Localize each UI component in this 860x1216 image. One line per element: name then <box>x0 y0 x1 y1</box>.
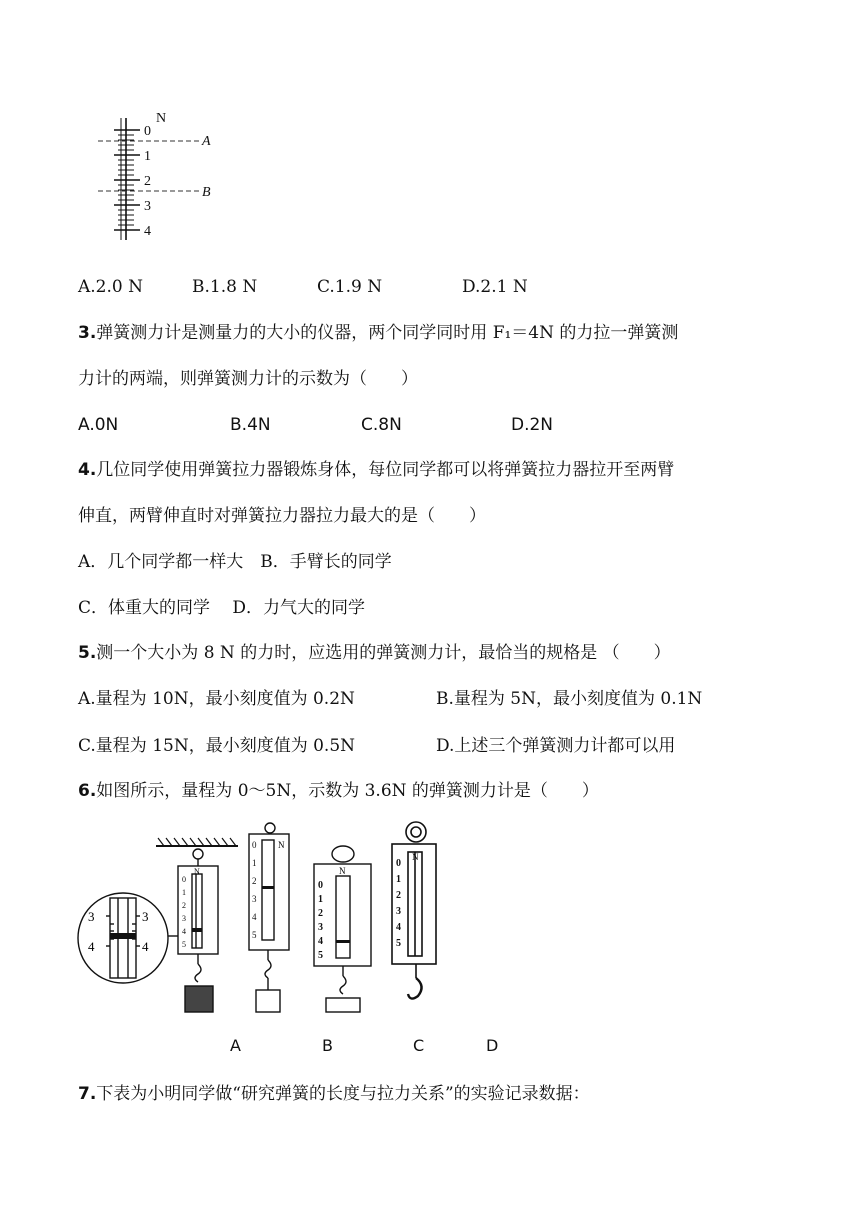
balance-b-tick-5: 5 <box>252 930 257 940</box>
marker-a: A <box>202 134 211 149</box>
balance-d-tick-5: 5 <box>396 938 401 949</box>
marker-b: B <box>202 185 211 200</box>
balance-c-tick-3: 3 <box>318 922 323 933</box>
figure-label-a: A <box>230 1036 241 1055</box>
q2-option-b: B.1.8 N <box>192 277 258 297</box>
q4-options-line2: C．体重大的同学 D．力气大的同学 <box>78 598 366 618</box>
q5-option-b: B.量程为 5N，最小刻度值为 0.1N <box>436 689 703 709</box>
balance-d-tick-1: 1 <box>396 874 401 885</box>
q4-text-1: 几位同学使用弹簧拉力器锻炼身体，每位同学都可以将弹簧拉力器拉开至两臂 <box>96 460 675 480</box>
q5-line1 <box>78 641 671 665</box>
q5-option-d: D.上述三个弹簧测力计都可以用 <box>436 736 676 756</box>
zoom-tick-4-left: 4 <box>88 939 95 954</box>
q7-line1 <box>78 1082 590 1106</box>
zoom-tick-3-right: 3 <box>142 909 149 924</box>
balance-c-tick-2: 2 <box>318 908 323 919</box>
tick-label-2: 2 <box>144 174 151 189</box>
q3-option-d: D.2N <box>511 415 554 435</box>
balance-a-tick-0: 0 <box>182 875 186 884</box>
balance-a-tick-3: 3 <box>182 914 186 923</box>
balance-d-tick-2: 2 <box>396 890 401 901</box>
balance-b-tick-1: 1 <box>252 858 257 868</box>
q2-option-a: A.2.0 N <box>78 277 143 297</box>
scale-reading-figure <box>88 110 228 245</box>
balance-b-unit: N <box>278 840 285 850</box>
balance-d-unit: N <box>412 852 419 862</box>
q3-line2: 力计的两端，则弹簧测力计的示数为（ ） <box>78 369 418 389</box>
balance-c-tick-4: 4 <box>318 936 323 947</box>
balance-a-tick-2: 2 <box>182 901 186 910</box>
q5-number: 5. <box>78 643 97 663</box>
q3-option-b: B.4N <box>230 415 271 435</box>
balance-d-tick-3: 3 <box>396 906 401 917</box>
q4-options-line1: A．几个同学都一样大 B．手臂长的同学 <box>78 552 392 572</box>
balance-c-tick-5: 5 <box>318 950 323 961</box>
tick-label-3: 3 <box>144 199 151 214</box>
q3-line1 <box>78 321 678 345</box>
q4-line2: 伸直，两臂伸直时对弹簧拉力器拉力最大的是（ ） <box>78 506 486 526</box>
tick-label-4: 4 <box>144 224 151 239</box>
q5-option-a: A.量程为 10N，最小刻度值为 0.2N <box>78 689 355 709</box>
q3-option-a: A.0N <box>78 415 119 435</box>
balance-b-tick-2: 2 <box>252 876 257 886</box>
q2-option-c: C.1.9 N <box>317 277 383 297</box>
q3-number: 3. <box>78 323 97 343</box>
q5-text-1: 测一个大小为 8 N 的力时，应选用的弹簧测力计，最恰当的规格是 （ ） <box>96 643 671 663</box>
q6-line1 <box>78 779 599 803</box>
balance-a-tick-1: 1 <box>182 888 186 897</box>
balance-a-tick-5: 5 <box>182 940 186 949</box>
zoom-tick-3-left: 3 <box>88 909 95 924</box>
balance-c-tick-0: 0 <box>318 880 323 891</box>
tick-label-1: 1 <box>144 149 151 164</box>
balance-b-tick-4: 4 <box>252 912 257 922</box>
balance-c-tick-1: 1 <box>318 894 323 905</box>
q3-text-1: 弹簧测力计是测量力的大小的仪器，两个同学同时用 F₁＝4N 的力拉一弹簧测 <box>96 323 679 343</box>
balance-d-tick-4: 4 <box>396 922 401 933</box>
figure-label-d: D <box>486 1036 499 1055</box>
q2-option-d: D.2.1 N <box>462 277 528 297</box>
spring-balances-figure <box>74 818 454 1016</box>
q6-text-1: 如图所示，量程为 0～5N，示数为 3.6N 的弹簧测力计是（ ） <box>96 781 599 801</box>
tick-label-0: 0 <box>144 124 151 139</box>
figure-label-c: C <box>413 1036 425 1055</box>
balance-b-tick-0: 0 <box>252 840 257 850</box>
figure-label-b: B <box>322 1036 333 1055</box>
balance-a-tick-4: 4 <box>182 927 186 936</box>
q7-text-1: 下表为小明同学做“研究弹簧的长度与拉力关系”的实验记录数据： <box>96 1084 590 1104</box>
balance-c-unit: N <box>339 866 346 876</box>
q4-line1 <box>78 458 674 482</box>
q4-number: 4. <box>78 460 97 480</box>
balance-b-tick-3: 3 <box>252 894 257 904</box>
q6-number: 6. <box>78 781 97 801</box>
balance-d-tick-0: 0 <box>396 858 401 869</box>
unit-label: N <box>156 111 167 126</box>
zoom-tick-4-right: 4 <box>142 939 149 954</box>
balance-a-unit: N <box>194 867 200 876</box>
q5-option-c: C.量程为 15N，最小刻度值为 0.5N <box>78 736 356 756</box>
q3-option-c: C.8N <box>361 415 402 435</box>
q7-number: 7. <box>78 1084 97 1104</box>
